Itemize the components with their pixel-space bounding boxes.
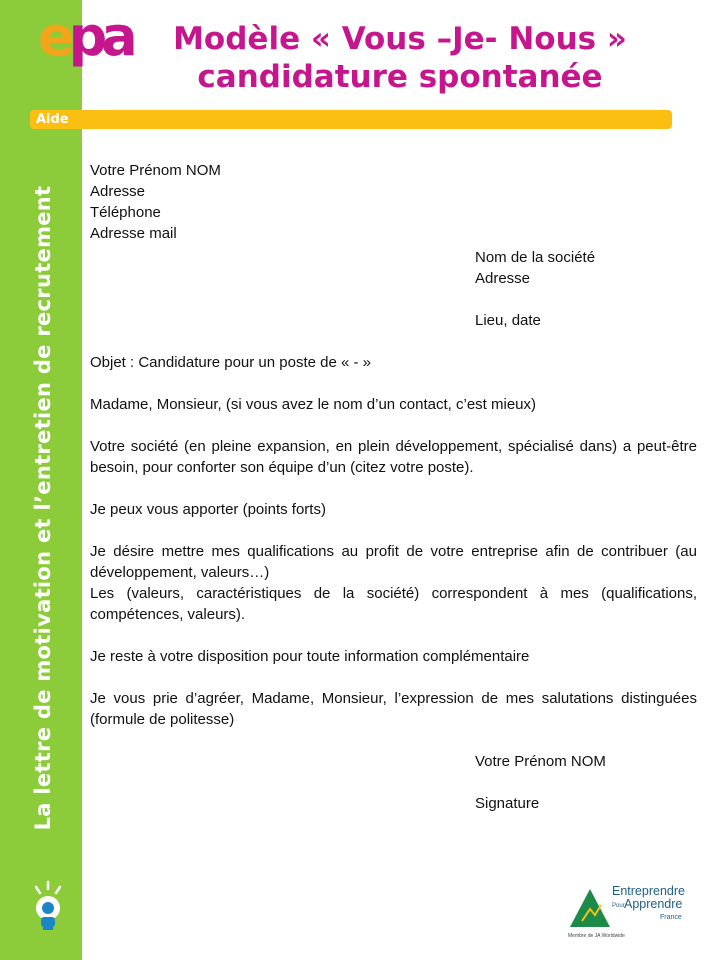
brand-line-2: Pour: [612, 903, 625, 909]
paragraph-3: Je désire mettre mes qualifications au profit de votre entreprise afin de contribuer (au développement, valeurs…): [90, 543, 697, 581]
lightbulb-icon: [30, 880, 66, 936]
sender-phone: Téléphone: [90, 204, 161, 221]
paragraph-2: Je peux vous apporter (points forts): [90, 501, 326, 518]
recipient-company: Nom de la société: [475, 249, 596, 266]
entreprendre-pour-apprendre-logo: [568, 885, 718, 945]
sender-address: Adresse: [90, 183, 146, 200]
page-title: [130, 20, 670, 96]
footer-brand: [612, 885, 718, 924]
epa-logo: epa: [38, 5, 132, 68]
section-vertical-title: La lettre de motivation et l’entretien de recrutement: [31, 185, 55, 831]
paragraph-1: Votre société (en pleine expansion, en plein développement, spécialisé dans) a peut-être besoin, pour conforter son équipe d’un (citez votre poste).: [90, 438, 697, 476]
aide-bar: [30, 110, 672, 129]
paragraph-5: Je reste à votre disposition pour toute information complémentaire: [90, 648, 530, 665]
aide-label[interactable]: Aide: [36, 112, 69, 127]
paragraph-6: Je vous prie d’agréer, Madame, Monsieur, l’expression de mes salutations distinguées (formule de politesse): [90, 690, 697, 728]
sender-email: Adresse mail: [90, 225, 177, 242]
letter-subject: Objet : Candidature pour un poste de « - »: [90, 354, 372, 371]
recipient-address: Adresse: [475, 270, 531, 287]
title-line-2: candidature spontanée: [197, 59, 603, 95]
brand-line-3: Apprendre: [624, 897, 683, 911]
letter-salutation: Madame, Monsieur, (si vous avez le nom d’un contact, c’est mieux): [90, 396, 537, 413]
brand-line-4: France: [660, 914, 682, 921]
letter-body: [90, 160, 697, 814]
sender-name: Votre Prénom NOM: [90, 162, 221, 179]
triangle-logo-icon: [568, 887, 612, 933]
signature-line: Signature: [475, 795, 540, 812]
place-date: Lieu, date: [475, 312, 541, 329]
signature-name: Votre Prénom NOM: [475, 753, 606, 770]
brand-line-1: Entreprendre: [612, 884, 685, 898]
title-line-1: Modèle « Vous –Je- Nous »: [173, 21, 627, 57]
paragraph-4: Les (valeurs, caractéristiques de la société) correspondent à mes (qualifications, compétences, valeurs).: [90, 585, 697, 623]
footer-tagline: Membre de JA Worldwide: [568, 933, 625, 939]
